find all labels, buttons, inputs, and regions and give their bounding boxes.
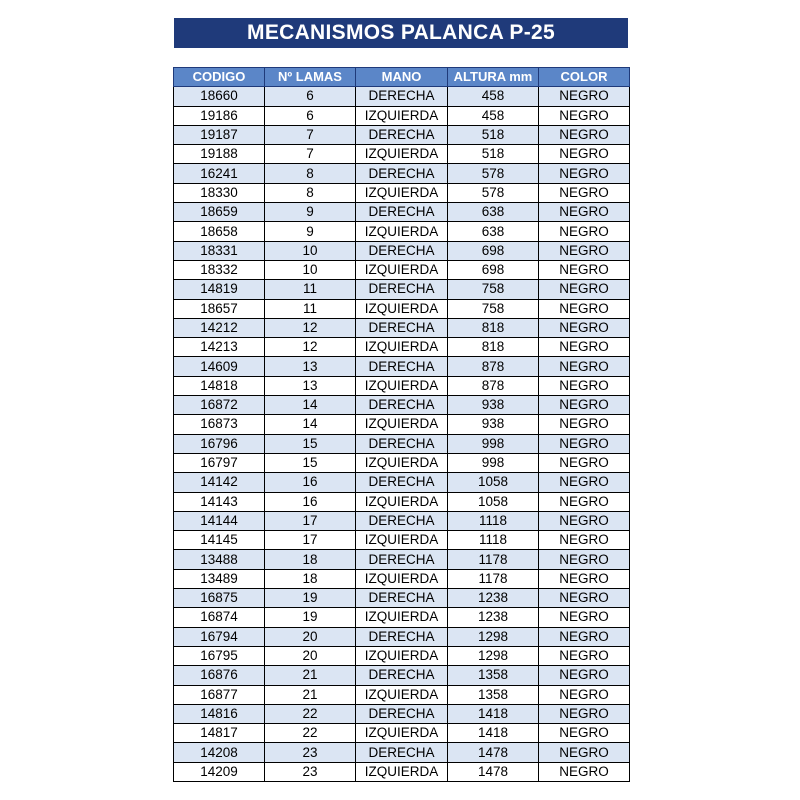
cell-altura: 1118	[448, 511, 539, 530]
cell-color: NEGRO	[539, 318, 630, 337]
cell-color: NEGRO	[539, 608, 630, 627]
cell-altura: 758	[448, 280, 539, 299]
cell-altura: 1238	[448, 589, 539, 608]
cell-lamas: 7	[265, 125, 356, 144]
table-row	[174, 666, 630, 685]
cell-codigo: 18657	[174, 299, 265, 318]
cell-altura: 1238	[448, 608, 539, 627]
cell-altura: 878	[448, 357, 539, 376]
cell-codigo: 14213	[174, 338, 265, 357]
cell-lamas: 17	[265, 531, 356, 550]
table-row	[174, 376, 630, 395]
cell-lamas: 22	[265, 704, 356, 723]
cell-codigo: 19186	[174, 106, 265, 125]
cell-altura: 638	[448, 203, 539, 222]
cell-color: NEGRO	[539, 145, 630, 164]
cell-mano: DERECHA	[356, 203, 448, 222]
table-row	[174, 646, 630, 665]
cell-codigo: 14212	[174, 318, 265, 337]
cell-altura: 458	[448, 106, 539, 125]
cell-mano: DERECHA	[356, 164, 448, 183]
cell-color: NEGRO	[539, 106, 630, 125]
cell-altura: 518	[448, 125, 539, 144]
cell-altura: 1058	[448, 473, 539, 492]
mechanisms-table	[173, 67, 630, 782]
cell-codigo: 14143	[174, 492, 265, 511]
cell-color: NEGRO	[539, 396, 630, 415]
cell-lamas: 6	[265, 106, 356, 125]
cell-color: NEGRO	[539, 531, 630, 550]
table-row	[174, 608, 630, 627]
cell-mano: IZQUIERDA	[356, 492, 448, 511]
cell-mano: DERECHA	[356, 511, 448, 530]
table-row	[174, 260, 630, 279]
table-row	[174, 743, 630, 762]
cell-color: NEGRO	[539, 203, 630, 222]
cell-mano: IZQUIERDA	[356, 608, 448, 627]
cell-codigo: 18331	[174, 241, 265, 260]
cell-altura: 1298	[448, 627, 539, 646]
cell-altura: 698	[448, 260, 539, 279]
table-body	[174, 87, 630, 782]
cell-color: NEGRO	[539, 376, 630, 395]
cell-codigo: 14142	[174, 473, 265, 492]
cell-lamas: 23	[265, 743, 356, 762]
table-row	[174, 241, 630, 260]
cell-mano: DERECHA	[356, 589, 448, 608]
cell-codigo: 14209	[174, 762, 265, 781]
cell-mano: IZQUIERDA	[356, 569, 448, 588]
column-header-altura: ALTURA mm	[448, 68, 539, 87]
cell-mano: DERECHA	[356, 280, 448, 299]
cell-lamas: 18	[265, 550, 356, 569]
cell-lamas: 12	[265, 318, 356, 337]
cell-lamas: 18	[265, 569, 356, 588]
table-row	[174, 704, 630, 723]
cell-altura: 1478	[448, 762, 539, 781]
cell-altura: 1478	[448, 743, 539, 762]
cell-codigo: 16873	[174, 415, 265, 434]
cell-lamas: 19	[265, 608, 356, 627]
cell-mano: IZQUIERDA	[356, 299, 448, 318]
cell-codigo: 18660	[174, 87, 265, 106]
cell-codigo: 16872	[174, 396, 265, 415]
cell-lamas: 16	[265, 473, 356, 492]
cell-color: NEGRO	[539, 453, 630, 472]
cell-color: NEGRO	[539, 511, 630, 530]
cell-lamas: 11	[265, 280, 356, 299]
cell-color: NEGRO	[539, 125, 630, 144]
cell-codigo: 16876	[174, 666, 265, 685]
cell-color: NEGRO	[539, 183, 630, 202]
cell-mano: IZQUIERDA	[356, 762, 448, 781]
cell-mano: DERECHA	[356, 241, 448, 260]
cell-mano: DERECHA	[356, 357, 448, 376]
cell-mano: DERECHA	[356, 473, 448, 492]
cell-lamas: 13	[265, 376, 356, 395]
cell-lamas: 14	[265, 396, 356, 415]
cell-codigo: 16794	[174, 627, 265, 646]
table-row	[174, 492, 630, 511]
cell-mano: DERECHA	[356, 627, 448, 646]
cell-mano: IZQUIERDA	[356, 453, 448, 472]
table-row	[174, 550, 630, 569]
cell-mano: DERECHA	[356, 125, 448, 144]
cell-color: NEGRO	[539, 685, 630, 704]
cell-mano: IZQUIERDA	[356, 222, 448, 241]
table-row	[174, 453, 630, 472]
cell-lamas: 14	[265, 415, 356, 434]
cell-lamas: 9	[265, 222, 356, 241]
table-row	[174, 203, 630, 222]
cell-altura: 458	[448, 87, 539, 106]
table-row	[174, 357, 630, 376]
cell-color: NEGRO	[539, 260, 630, 279]
cell-codigo: 16797	[174, 453, 265, 472]
page-title-text: MECANISMOS PALANCA P-25	[247, 21, 555, 44]
cell-codigo: 14609	[174, 357, 265, 376]
cell-altura: 698	[448, 241, 539, 260]
cell-color: NEGRO	[539, 762, 630, 781]
table-row	[174, 164, 630, 183]
cell-mano: IZQUIERDA	[356, 183, 448, 202]
table-row	[174, 106, 630, 125]
cell-lamas: 8	[265, 164, 356, 183]
cell-color: NEGRO	[539, 743, 630, 762]
cell-lamas: 17	[265, 511, 356, 530]
column-header-codigo: CODIGO	[174, 68, 265, 87]
table-row	[174, 280, 630, 299]
cell-lamas: 21	[265, 666, 356, 685]
cell-mano: IZQUIERDA	[356, 724, 448, 743]
cell-color: NEGRO	[539, 627, 630, 646]
cell-color: NEGRO	[539, 434, 630, 453]
cell-color: NEGRO	[539, 569, 630, 588]
cell-codigo: 14144	[174, 511, 265, 530]
cell-codigo: 19187	[174, 125, 265, 144]
table-row	[174, 569, 630, 588]
table-row	[174, 473, 630, 492]
cell-color: NEGRO	[539, 589, 630, 608]
cell-lamas: 7	[265, 145, 356, 164]
cell-color: NEGRO	[539, 666, 630, 685]
table-header-row	[174, 68, 630, 87]
table-row	[174, 338, 630, 357]
cell-codigo: 16874	[174, 608, 265, 627]
cell-color: NEGRO	[539, 415, 630, 434]
cell-mano: IZQUIERDA	[356, 646, 448, 665]
cell-mano: DERECHA	[356, 743, 448, 762]
cell-altura: 818	[448, 338, 539, 357]
cell-codigo: 14208	[174, 743, 265, 762]
table-row	[174, 125, 630, 144]
cell-color: NEGRO	[539, 87, 630, 106]
cell-color: NEGRO	[539, 222, 630, 241]
cell-altura: 1298	[448, 646, 539, 665]
cell-mano: DERECHA	[356, 704, 448, 723]
cell-altura: 1178	[448, 569, 539, 588]
cell-lamas: 20	[265, 627, 356, 646]
cell-mano: IZQUIERDA	[356, 376, 448, 395]
cell-codigo: 16796	[174, 434, 265, 453]
cell-color: NEGRO	[539, 492, 630, 511]
cell-codigo: 14145	[174, 531, 265, 550]
cell-codigo: 14818	[174, 376, 265, 395]
cell-codigo: 16795	[174, 646, 265, 665]
cell-altura: 998	[448, 434, 539, 453]
cell-codigo: 16877	[174, 685, 265, 704]
cell-codigo: 18332	[174, 260, 265, 279]
cell-lamas: 19	[265, 589, 356, 608]
cell-lamas: 9	[265, 203, 356, 222]
cell-lamas: 15	[265, 434, 356, 453]
cell-mano: IZQUIERDA	[356, 415, 448, 434]
cell-codigo: 16875	[174, 589, 265, 608]
cell-altura: 1358	[448, 666, 539, 685]
cell-codigo: 14817	[174, 724, 265, 743]
cell-altura: 578	[448, 164, 539, 183]
cell-altura: 938	[448, 396, 539, 415]
cell-color: NEGRO	[539, 550, 630, 569]
cell-color: NEGRO	[539, 338, 630, 357]
cell-mano: IZQUIERDA	[356, 531, 448, 550]
cell-codigo: 14816	[174, 704, 265, 723]
cell-lamas: 15	[265, 453, 356, 472]
cell-color: NEGRO	[539, 704, 630, 723]
cell-mano: DERECHA	[356, 318, 448, 337]
cell-altura: 938	[448, 415, 539, 434]
cell-color: NEGRO	[539, 280, 630, 299]
cell-lamas: 12	[265, 338, 356, 357]
table-row	[174, 318, 630, 337]
cell-codigo: 18659	[174, 203, 265, 222]
cell-codigo: 18330	[174, 183, 265, 202]
cell-altura: 638	[448, 222, 539, 241]
cell-altura: 998	[448, 453, 539, 472]
table-row	[174, 396, 630, 415]
cell-altura: 1418	[448, 724, 539, 743]
column-header-color: COLOR	[539, 68, 630, 87]
cell-lamas: 13	[265, 357, 356, 376]
cell-lamas: 6	[265, 87, 356, 106]
cell-altura: 1118	[448, 531, 539, 550]
cell-lamas: 11	[265, 299, 356, 318]
cell-altura: 578	[448, 183, 539, 202]
table-row	[174, 511, 630, 530]
cell-codigo: 18658	[174, 222, 265, 241]
column-header-lamas: Nº LAMAS	[265, 68, 356, 87]
cell-altura: 1178	[448, 550, 539, 569]
cell-altura: 1358	[448, 685, 539, 704]
cell-color: NEGRO	[539, 164, 630, 183]
cell-altura: 758	[448, 299, 539, 318]
cell-lamas: 10	[265, 241, 356, 260]
column-header-mano: MANO	[356, 68, 448, 87]
cell-codigo: 19188	[174, 145, 265, 164]
cell-lamas: 8	[265, 183, 356, 202]
cell-mano: DERECHA	[356, 87, 448, 106]
cell-codigo: 13489	[174, 569, 265, 588]
cell-color: NEGRO	[539, 473, 630, 492]
cell-codigo: 13488	[174, 550, 265, 569]
table-row	[174, 434, 630, 453]
table-row	[174, 145, 630, 164]
cell-altura: 518	[448, 145, 539, 164]
cell-mano: DERECHA	[356, 396, 448, 415]
cell-lamas: 22	[265, 724, 356, 743]
cell-lamas: 23	[265, 762, 356, 781]
cell-lamas: 10	[265, 260, 356, 279]
cell-color: NEGRO	[539, 299, 630, 318]
cell-color: NEGRO	[539, 357, 630, 376]
cell-mano: IZQUIERDA	[356, 106, 448, 125]
cell-mano: IZQUIERDA	[356, 338, 448, 357]
cell-mano: DERECHA	[356, 666, 448, 685]
cell-mano: IZQUIERDA	[356, 145, 448, 164]
cell-altura: 1058	[448, 492, 539, 511]
table-row	[174, 415, 630, 434]
table-row	[174, 762, 630, 781]
cell-codigo: 14819	[174, 280, 265, 299]
page-title	[174, 18, 628, 48]
cell-lamas: 21	[265, 685, 356, 704]
table-row	[174, 531, 630, 550]
table-row	[174, 222, 630, 241]
table-row	[174, 183, 630, 202]
cell-lamas: 20	[265, 646, 356, 665]
table-row	[174, 685, 630, 704]
cell-mano: DERECHA	[356, 434, 448, 453]
table-row	[174, 724, 630, 743]
cell-color: NEGRO	[539, 724, 630, 743]
table-row	[174, 87, 630, 106]
table-row	[174, 299, 630, 318]
table-row	[174, 589, 630, 608]
cell-lamas: 16	[265, 492, 356, 511]
cell-altura: 1418	[448, 704, 539, 723]
table-row	[174, 627, 630, 646]
cell-altura: 818	[448, 318, 539, 337]
cell-mano: IZQUIERDA	[356, 260, 448, 279]
cell-mano: IZQUIERDA	[356, 685, 448, 704]
cell-altura: 878	[448, 376, 539, 395]
cell-color: NEGRO	[539, 241, 630, 260]
cell-color: NEGRO	[539, 646, 630, 665]
cell-mano: DERECHA	[356, 550, 448, 569]
cell-codigo: 16241	[174, 164, 265, 183]
